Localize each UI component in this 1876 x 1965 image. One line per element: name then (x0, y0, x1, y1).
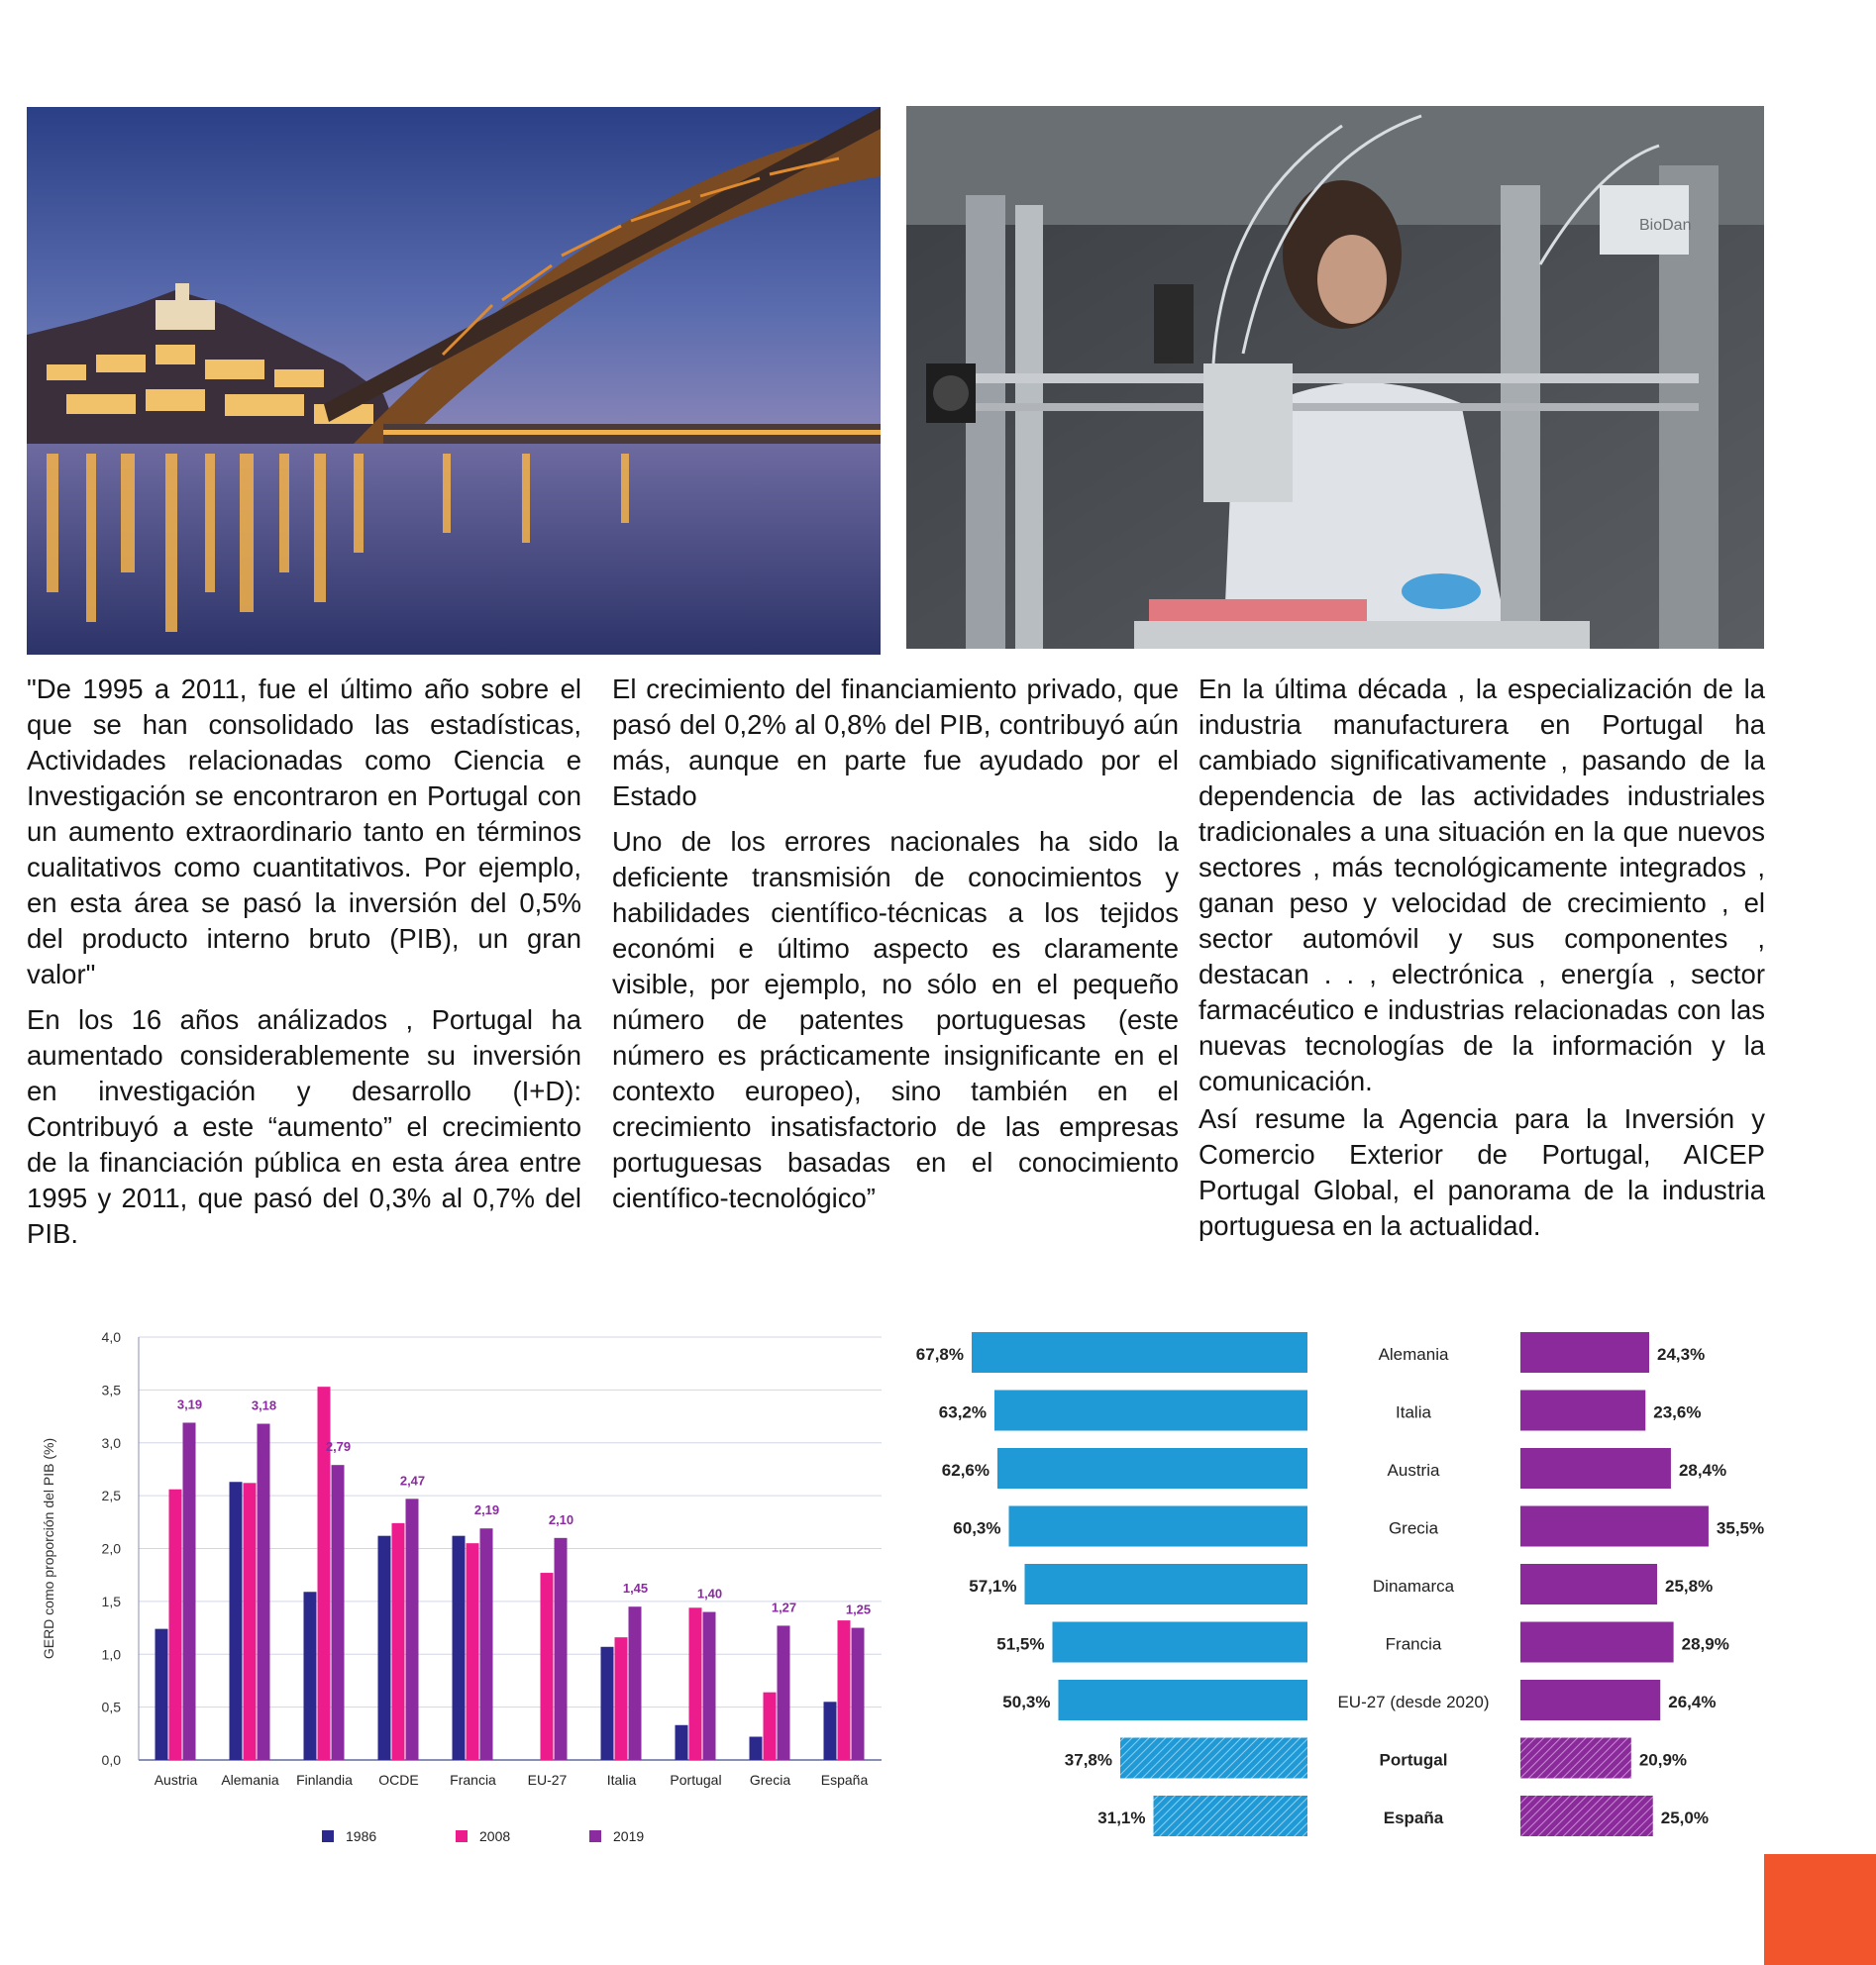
x-tick-label: Alemania (221, 1772, 279, 1788)
gerd-bar-chart (30, 1317, 891, 1862)
text-column-2 (612, 672, 1179, 1226)
right-bar-label: 25,0% (1660, 1809, 1709, 1827)
y-tick-label: 3,5 (101, 1382, 121, 1398)
legend-label: 2019 (613, 1828, 645, 1844)
x-tick-label: Austria (154, 1772, 198, 1788)
x-tick-label: OCDE (378, 1772, 419, 1788)
bar-1986 (676, 1725, 688, 1760)
bar-1986 (453, 1536, 466, 1760)
legend-label: 1986 (346, 1828, 377, 1844)
bar-2008 (541, 1573, 554, 1760)
bar-1986 (824, 1702, 837, 1760)
y-tick-label: 2,0 (101, 1540, 121, 1557)
left-bar-label: 67,8% (915, 1345, 964, 1364)
left-bar-label: 31,1% (1097, 1809, 1146, 1827)
bar-2008 (689, 1607, 702, 1760)
legend-swatch (322, 1830, 334, 1842)
data-label: 3,19 (176, 1396, 203, 1412)
text-column-1 (27, 672, 581, 1262)
x-tick-label: Francia (450, 1772, 496, 1788)
right-bar-label: 26,4% (1668, 1693, 1717, 1711)
category-label: España (1383, 1809, 1444, 1827)
y-tick-label: 4,0 (101, 1329, 121, 1345)
lab-photo (906, 106, 1764, 649)
left-bar (1053, 1622, 1308, 1663)
lab-brand-label: BioDan (1639, 217, 1692, 234)
y-tick-label: 1,0 (101, 1646, 121, 1663)
lab-photo-illustration (906, 106, 1764, 649)
left-bar (1120, 1738, 1307, 1779)
x-tick-label: Italia (606, 1772, 637, 1788)
bar-2008 (392, 1523, 405, 1760)
right-bar-label: 35,5% (1716, 1518, 1765, 1538)
bar-2008 (764, 1693, 777, 1760)
right-bar-label: 24,3% (1657, 1345, 1706, 1364)
bar-2019 (778, 1625, 790, 1760)
bar-1986 (378, 1536, 391, 1760)
category-label: EU-27 (desde 2020) (1337, 1693, 1490, 1711)
data-label: 1,40 (696, 1586, 723, 1602)
left-bar-label: 37,8% (1064, 1750, 1112, 1770)
left-bar-label: 51,5% (996, 1634, 1045, 1654)
x-tick-label: España (820, 1772, 869, 1788)
legend-swatch (589, 1830, 601, 1842)
left-bar-label: 57,1% (969, 1577, 1017, 1596)
paragraph: Así resume la Agencia para la Inversión y Comercio Exterior de Portugal, AICEP Portugal Global, el panorama de la industria portuguesa en la actualidad. (1199, 1103, 1765, 1241)
corner-accent-block (1764, 1854, 1876, 1965)
right-bar (1520, 1448, 1671, 1489)
paragraph: En la última década , la especialización de la industria manufacturera en Portugal ha cambiado significativamente , pasando de la dependencia de las actividades industriales tradicionales a una situación en la que nuevos sectores , más tecnológicamente integrados , ganan peso y velocidad de crecimiento , el sector automóvil y sus componentes , destacan . . , electrónica , energía , sector farmacéutico e industrias relacionadas con las nuevas tecnologías de la información y la comunicación. (1199, 673, 1765, 1096)
paragraph: En los 16 años análizados , Portugal ha aumentado considerablemente su inversión en investigación y desarrollo (I+D): Contribuyó a este “aumento” el crecimiento de la financiación pública en esta área entre 1995 y 2011, que pasó del 0,3% al 0,7% del PIB. (27, 1004, 581, 1249)
bar-2019 (555, 1538, 568, 1760)
bar-1986 (601, 1647, 614, 1760)
sector-bar-chart (896, 1317, 1768, 1862)
bridge-photo-illustration (27, 107, 881, 655)
x-tick-label: EU-27 (527, 1772, 568, 1788)
y-tick-label: 0,5 (101, 1699, 121, 1715)
right-bar-label: 28,4% (1678, 1461, 1727, 1480)
bar-2019 (629, 1606, 642, 1760)
data-label: 2,19 (473, 1502, 500, 1518)
bar-2019 (852, 1628, 865, 1760)
data-label: 2,47 (399, 1473, 426, 1489)
category-label: Grecia (1388, 1518, 1439, 1538)
category-label: Dinamarca (1372, 1577, 1455, 1596)
left-bar (1025, 1564, 1308, 1604)
category-label: Austria (1387, 1461, 1440, 1480)
category-label: Portugal (1379, 1750, 1448, 1770)
left-bar-label: 62,6% (941, 1461, 990, 1480)
y-tick-label: 3,0 (101, 1434, 121, 1451)
bar-1986 (230, 1482, 243, 1760)
bar-2008 (169, 1490, 182, 1760)
category-label: Francia (1385, 1634, 1442, 1654)
text-column-3 (1199, 672, 1765, 1254)
right-bar (1520, 1564, 1657, 1604)
bar-2019 (332, 1465, 345, 1760)
data-label: 2,10 (548, 1511, 574, 1527)
left-bar (1009, 1506, 1308, 1547)
paragraph: Uno de los errores nacionales ha sido la deficiente transmisión de conocimientos y habilidades científico-técnicas a los tejidos económi e último aspecto es claramente visible, por ejemplo, no sólo en el pequeño número de patentes portuguesas (este número es prácticamente insignificante en el contexto europeo), sino también en el crecimiento insatisfactorio de las empresas portuguesas basadas en el conocimiento científico-tecnológico” (612, 826, 1179, 1213)
left-bar-label: 63,2% (938, 1402, 987, 1422)
left-bar (972, 1332, 1307, 1373)
bar-2019 (703, 1612, 716, 1760)
right-bar-label: 20,9% (1638, 1750, 1688, 1770)
data-label: 2,79 (325, 1439, 352, 1455)
right-bar (1520, 1680, 1660, 1720)
y-tick-label: 0,0 (101, 1752, 121, 1768)
left-bar-label: 50,3% (1002, 1693, 1051, 1711)
x-tick-label: Portugal (670, 1772, 722, 1788)
right-bar-label: 28,9% (1681, 1634, 1729, 1654)
bar-1986 (304, 1592, 317, 1760)
bar-1986 (750, 1737, 763, 1760)
bar-2008 (615, 1637, 628, 1760)
legend-label: 2008 (479, 1828, 511, 1844)
right-bar (1520, 1391, 1645, 1431)
data-label: 1,45 (622, 1581, 649, 1597)
x-tick-label: Grecia (749, 1772, 791, 1788)
bar-2008 (838, 1620, 851, 1760)
right-bar-label: 25,8% (1665, 1577, 1714, 1596)
category-label: Alemania (1378, 1345, 1449, 1364)
right-bar (1520, 1796, 1653, 1836)
bar-2019 (480, 1528, 493, 1760)
bar-2019 (183, 1422, 196, 1760)
left-bar (994, 1391, 1307, 1431)
x-tick-label: Finlandia (296, 1772, 353, 1788)
legend-swatch (456, 1830, 468, 1842)
bridge-photo (27, 107, 881, 655)
y-axis-label: GERD como proporción del PIB (%) (41, 1437, 56, 1660)
y-tick-label: 2,5 (101, 1488, 121, 1504)
bar-2019 (406, 1499, 419, 1760)
bar-2008 (467, 1543, 479, 1760)
right-bar (1520, 1506, 1709, 1547)
right-bar (1520, 1332, 1649, 1373)
left-bar-label: 60,3% (953, 1518, 1001, 1538)
right-bar-label: 23,6% (1653, 1402, 1702, 1422)
bar-2019 (258, 1424, 270, 1760)
data-label: 1,25 (845, 1602, 872, 1617)
left-bar (997, 1448, 1307, 1489)
data-label: 1,27 (771, 1600, 797, 1615)
left-bar (1154, 1796, 1308, 1836)
category-label: Italia (1396, 1402, 1431, 1422)
left-bar (1059, 1680, 1308, 1720)
paragraph: El crecimiento del financiamiento privado, que pasó del 0,2% al 0,8% del PIB, contribuyó aún más, aunque en parte fue ayudado por el Estado (612, 673, 1179, 811)
paragraph: "De 1995 a 2011, fue el último año sobre el que se han consolidado las estadísticas, Actividades relacionadas como Ciencia e Investigación se encontraron en Portugal con un aumento extraordinario tanto en términos cualitativos como cuantitativos. Por ejemplo, en esta área se pasó la inversión del 0,5% del producto interno bruto (PIB), un gran valor" (27, 673, 581, 989)
data-label: 3,18 (251, 1397, 277, 1413)
bar-2008 (244, 1483, 257, 1760)
right-bar (1520, 1622, 1674, 1663)
y-tick-label: 1,5 (101, 1593, 121, 1609)
bar-1986 (156, 1629, 168, 1760)
right-bar (1520, 1738, 1631, 1779)
